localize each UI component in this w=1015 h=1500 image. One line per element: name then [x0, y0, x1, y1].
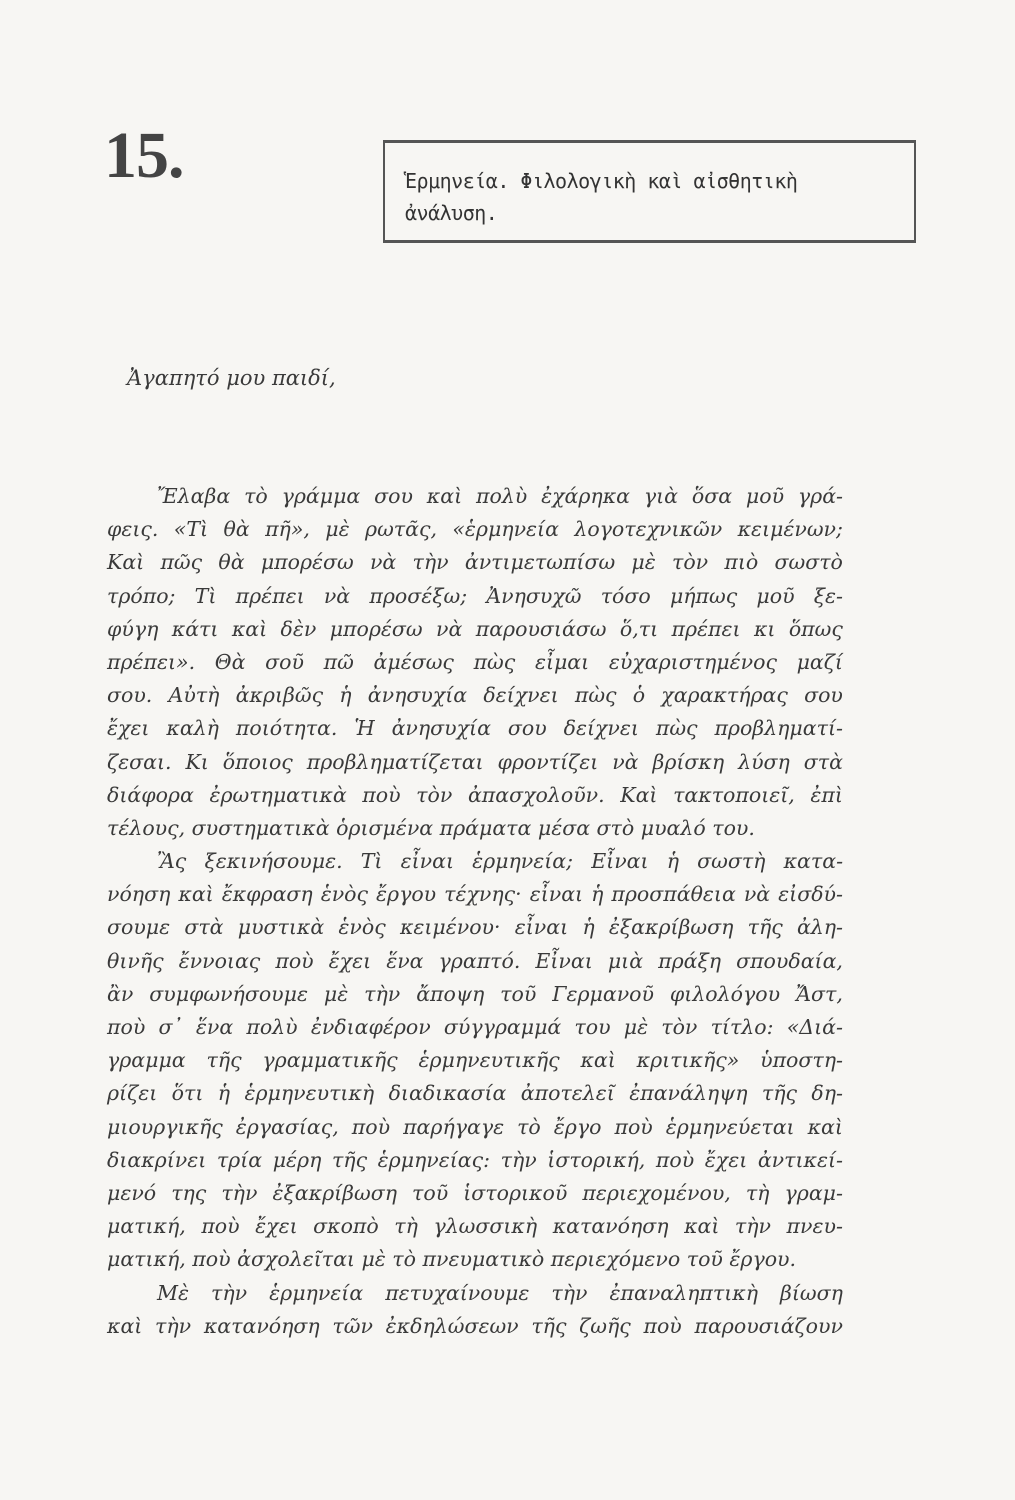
text-line: σουμε στὰ μυστικὰ ἑνὸς κειμένου· εἶναι ἡ ἐξακρίβωση τῆς ἀλη-: [107, 915, 843, 940]
text-line: φύγη κάτι καὶ δὲν μπορέσω νὰ παρουσιάσω ὅ,τι πρέπει κι ὅπως: [107, 616, 843, 641]
text-line: ἂν συμφωνήσουμε μὲ τὴν ἄποψη τοῦ Γερμανοῦ φιλολόγου Ἄστ,: [107, 981, 843, 1006]
text-line: διακρίνει τρία μέρη τῆς ἑρμηνείας: τὴν ἱστορική, ποὺ ἔχει ἀντικεί-: [107, 1147, 843, 1172]
text-line: Ἔλαβα τὸ γράμμα σου καὶ πολὺ ἐχάρηκα γιὰ ὅσα μοῦ γρά-: [157, 484, 843, 508]
text-line: τέλους, συστηματικὰ ὁρισμένα πράματα μέσα στὸ μυαλό του.: [107, 815, 755, 840]
text-line: σου. Αὐτὴ ἀκριβῶς ἡ ἀνησυχία δείχνει πὼς ὁ χαρακτήρας σου: [107, 683, 843, 708]
text-line: ρίζει ὅτι ἡ ἑρμηνευτικὴ διαδικασία ἀποτελεῖ ἐπανάληψη τῆς δη-: [107, 1081, 843, 1106]
text-line: θινῆς ἔννοιας ποὺ ἔχει ἕνα γραπτό. Εἶναι μιὰ πράξη σπουδαία,: [107, 948, 843, 973]
text-line: πρέπει». Θὰ σοῦ πῶ ἀμέσως πὼς εἶμαι εὐχαριστημένος μαζί: [107, 649, 843, 674]
text-line: νόηση καὶ ἔκφραση ἑνὸς ἔργου τέχνης· εἶναι ἡ προσπάθεια νὰ εἰσδύ-: [107, 882, 843, 907]
chapter-title-line: Ἑρμηνεία. Φιλολογικὴ καὶ αἰσθητικὴ: [405, 169, 798, 193]
letter-body: [107, 480, 843, 1343]
text-line: τρόπο; Τὶ πρέπει νὰ προσέξω; Ἀνησυχῶ τόσο μήπως μοῦ ξε-: [107, 583, 843, 608]
text-line: διάφορα ἐρωτηματικὰ ποὺ τὸν ἀπασχολοῦν. Καὶ τακτοποιεῖ, ἐπὶ: [107, 782, 843, 807]
text-line: ματική, ποὺ ἀσχολεῖται μὲ τὸ πνευματικὸ περιεχόμενο τοῦ ἔργου.: [107, 1247, 797, 1272]
text-line: Καὶ πῶς θὰ μπορέσω νὰ τὴν ἀντιμετωπίσω μὲ τὸν πιὸ σωστὸ: [107, 550, 843, 575]
text-line: μενό της τὴν ἐξακρίβωση τοῦ ἱστορικοῦ περιεχομένου, τὴ γραμ-: [107, 1180, 843, 1205]
text-line: ποὺ σ᾽ ἕνα πολὺ ἐνδιαφέρον σύγγραμμά του μὲ τὸν τίτλο: «Διά-: [107, 1015, 843, 1039]
text-line: φεις. «Τὶ θὰ πῆ», μὲ ρωτᾶς, «ἑρμηνεία λογοτεχνικῶν κειμένων;: [107, 517, 843, 542]
letter-salutation: Ἀγαπητό μου παιδί,: [127, 366, 336, 390]
text-line: ματική, ποὺ ἔχει σκοπὸ τὴ γλωσσικὴ κατανόηση καὶ τὴν πνευ-: [107, 1214, 843, 1239]
chapter-number: 15.: [104, 119, 184, 192]
chapter-title-box: [383, 140, 916, 243]
text-line: Ἂς ξεκινήσουμε. Τὶ εἶναι ἑρμηνεία; Εἶναι ἡ σωστὴ κατα-: [157, 849, 843, 874]
text-line: γραμμα τῆς γραμματικῆς ἑρμηνευτικῆς καὶ κριτικῆς» ὑποστη-: [107, 1048, 843, 1073]
text-line: ἔχει καλὴ ποιότητα. Ἡ ἀνησυχία σου δείχνει πὼς προβληματί-: [107, 716, 843, 741]
text-line: μιουργικῆς ἐργασίας, ποὺ παρήγαγε τὸ ἔργο ποὺ ἑρμηνεύεται καὶ: [107, 1114, 843, 1139]
chapter-title: [405, 165, 797, 229]
chapter-title-line: ἀνάλυση.: [405, 201, 498, 225]
text-line: ζεσαι. Κι ὅποιος προβληματίζεται φροντίζει νὰ βρίσκη λύση στὰ: [107, 749, 843, 774]
text-line: Μὲ τὴν ἑρμηνεία πετυχαίνουμε τὴν ἐπαναληπτικὴ βίωση: [157, 1280, 843, 1305]
text-line: καὶ τὴν κατανόηση τῶν ἐκδηλώσεων τῆς ζωῆς ποὺ παρουσιάζουν: [107, 1313, 843, 1338]
